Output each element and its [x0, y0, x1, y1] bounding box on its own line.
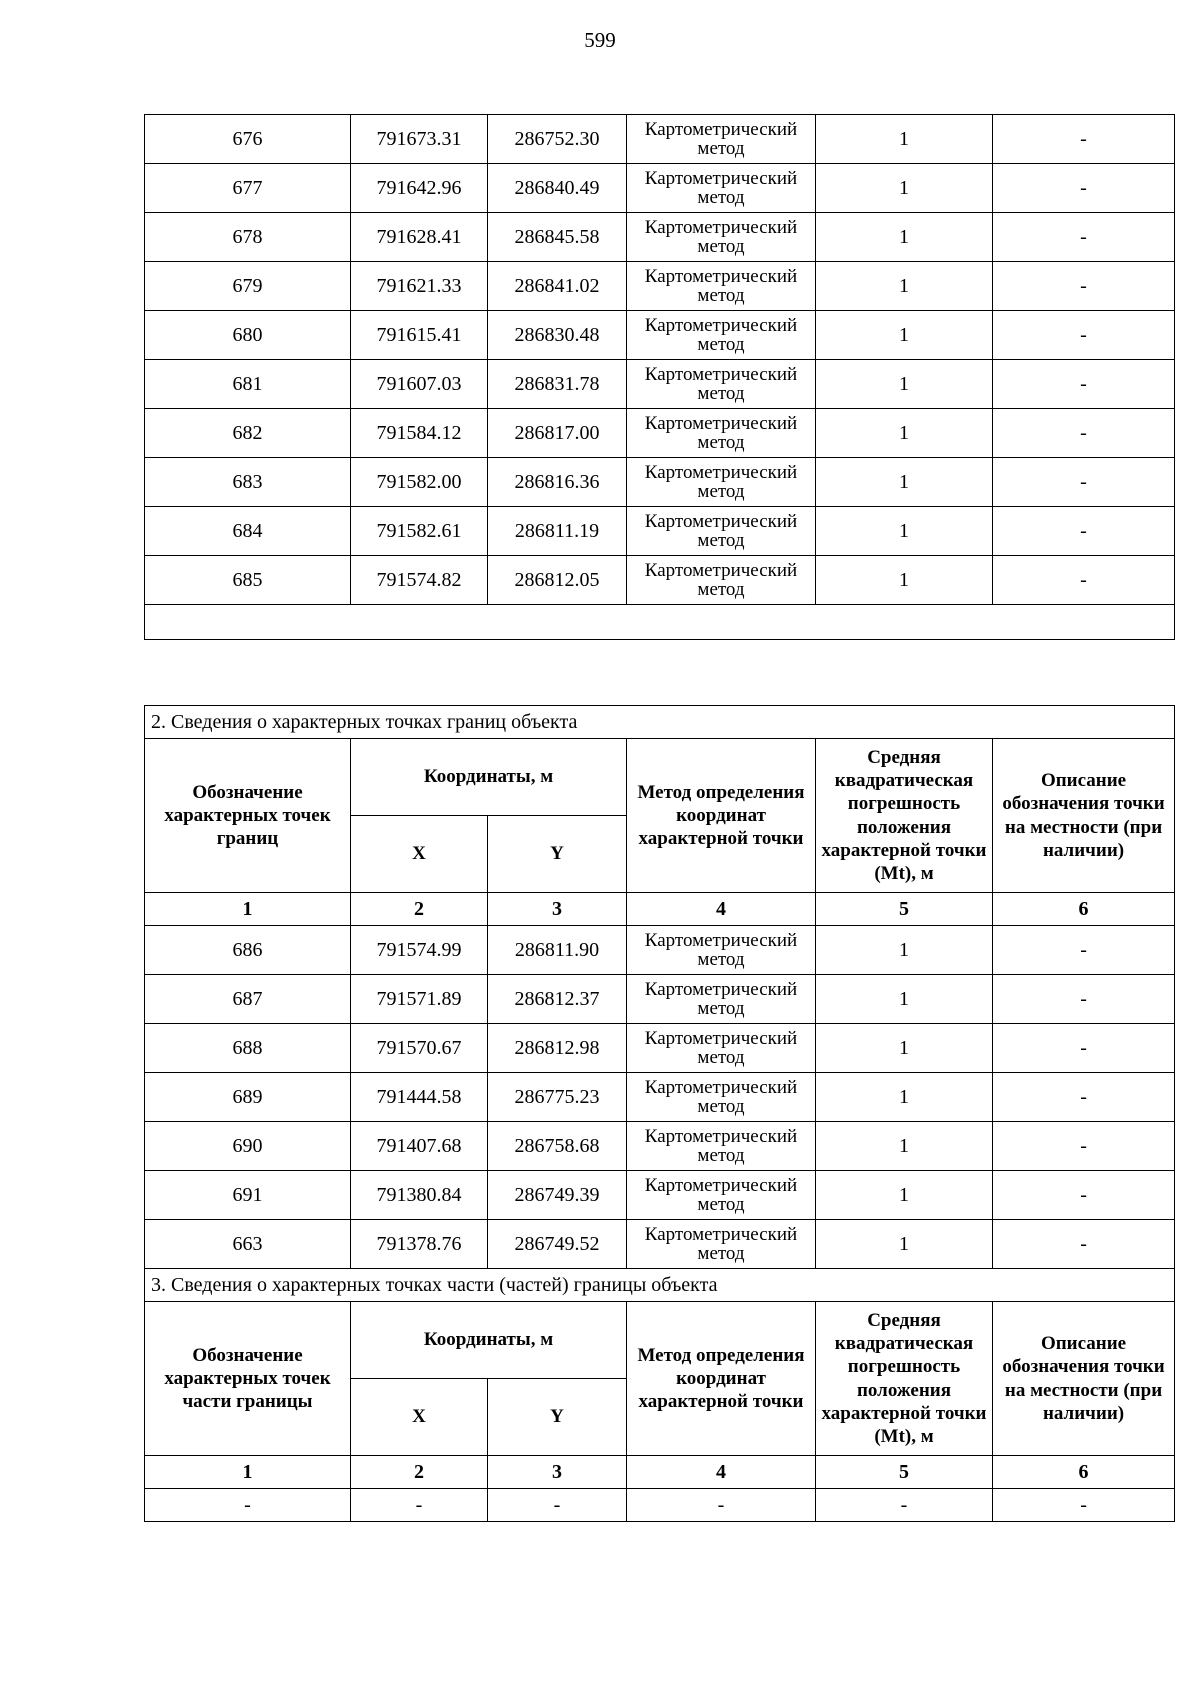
x-coordinate-cell: 791571.89	[351, 975, 488, 1024]
column-number: 2	[351, 1456, 488, 1489]
table-row	[145, 360, 1175, 409]
column-numbers-row	[145, 1456, 1175, 1489]
table-row	[145, 1122, 1175, 1171]
header-x: X	[351, 1379, 488, 1456]
method-cell: Картометрический метод	[627, 213, 816, 262]
table-row	[145, 213, 1175, 262]
description-cell: -	[993, 213, 1175, 262]
method-cell: Картометрический метод	[627, 311, 816, 360]
header-y: Y	[488, 816, 627, 893]
mean-error-cell: 1	[816, 556, 993, 605]
method-cell: Картометрический метод	[627, 1220, 816, 1269]
column-number: 6	[993, 1456, 1175, 1489]
points-table-continued	[144, 114, 1175, 640]
mean-error-cell: 1	[816, 262, 993, 311]
point-cell: 679	[145, 262, 351, 311]
method-cell: Картометрический метод	[627, 360, 816, 409]
point-cell: 676	[145, 115, 351, 164]
description-cell: -	[993, 975, 1175, 1024]
description-cell: -	[993, 1024, 1175, 1073]
description-cell: -	[993, 1122, 1175, 1171]
description-cell: -	[993, 360, 1175, 409]
mean-error-cell: 1	[816, 409, 993, 458]
point-cell: 688	[145, 1024, 351, 1073]
point-cell: 683	[145, 458, 351, 507]
description-cell: -	[993, 115, 1175, 164]
description-cell: -	[993, 1073, 1175, 1122]
table-row	[145, 262, 1175, 311]
description-cell: -	[993, 262, 1175, 311]
mean-error-cell: 1	[816, 311, 993, 360]
table-row	[145, 1220, 1175, 1269]
x-coordinate-cell: 791621.33	[351, 262, 488, 311]
column-number: 5	[816, 1456, 993, 1489]
mean-error-cell: 1	[816, 507, 993, 556]
y-coordinate-cell: 286811.90	[488, 926, 627, 975]
x-coordinate-cell: 791378.76	[351, 1220, 488, 1269]
table-row	[145, 458, 1175, 507]
method-cell: Картометрический метод	[627, 409, 816, 458]
table-row	[145, 556, 1175, 605]
mean-error-cell: 1	[816, 1024, 993, 1073]
x-coordinate-cell: 791584.12	[351, 409, 488, 458]
x-coordinate-cell: 791615.41	[351, 311, 488, 360]
x-coordinate-cell: 791673.31	[351, 115, 488, 164]
header-method: Метод определения координат характерной точки	[627, 739, 816, 893]
point-cell: 678	[145, 213, 351, 262]
point-cell: 690	[145, 1122, 351, 1171]
section-3-title: 3. Сведения о характерных точках части (частей) границы объекта	[145, 1269, 1175, 1302]
header-point-designation: Обозначение характерных точек границ	[145, 739, 351, 893]
method-cell: Картометрический метод	[627, 1122, 816, 1171]
y-coordinate-cell: 286749.39	[488, 1171, 627, 1220]
header-y: Y	[488, 1379, 627, 1456]
x-coordinate-cell: 791582.61	[351, 507, 488, 556]
column-number: 1	[145, 893, 351, 926]
header-method: Метод определения координат характерной точки	[627, 1302, 816, 1456]
y-coordinate-cell: -	[488, 1489, 627, 1522]
mean-error-cell: 1	[816, 1122, 993, 1171]
y-coordinate-cell: 286749.52	[488, 1220, 627, 1269]
point-cell: -	[145, 1489, 351, 1522]
column-number: 4	[627, 893, 816, 926]
boundary-points-table	[144, 705, 1175, 1522]
y-coordinate-cell: 286812.98	[488, 1024, 627, 1073]
boundary-points-table-body	[145, 706, 1175, 1522]
table-row	[145, 1489, 1175, 1522]
description-cell: -	[993, 1489, 1175, 1522]
x-coordinate-cell: 791628.41	[351, 213, 488, 262]
x-coordinate-cell: 791444.58	[351, 1073, 488, 1122]
point-cell: 677	[145, 164, 351, 213]
mean-error-cell: 1	[816, 926, 993, 975]
column-number: 1	[145, 1456, 351, 1489]
y-coordinate-cell: 286752.30	[488, 115, 627, 164]
x-coordinate-cell: 791574.99	[351, 926, 488, 975]
column-number: 6	[993, 893, 1175, 926]
method-cell: Картометрический метод	[627, 458, 816, 507]
table-row	[145, 164, 1175, 213]
table-row	[145, 115, 1175, 164]
description-cell: -	[993, 164, 1175, 213]
point-cell: 682	[145, 409, 351, 458]
header-coordinates: Координаты, м	[351, 739, 627, 816]
x-coordinate-cell: 791607.03	[351, 360, 488, 409]
mean-error-cell: 1	[816, 1171, 993, 1220]
table-row	[145, 311, 1175, 360]
x-coordinate-cell: 791574.82	[351, 556, 488, 605]
mean-error-cell: 1	[816, 1220, 993, 1269]
description-cell: -	[993, 926, 1175, 975]
x-coordinate-cell: -	[351, 1489, 488, 1522]
header-point-designation: Обозначение характерных точек части границы	[145, 1302, 351, 1456]
point-cell: 684	[145, 507, 351, 556]
description-cell: -	[993, 1220, 1175, 1269]
column-number: 2	[351, 893, 488, 926]
column-numbers-row	[145, 893, 1175, 926]
mean-error-cell: 1	[816, 164, 993, 213]
y-coordinate-cell: 286830.48	[488, 311, 627, 360]
mean-error-cell: 1	[816, 115, 993, 164]
header-coordinates: Координаты, м	[351, 1302, 627, 1379]
header-mean-error: Средняя квадратическая погрешность положения характерной точки (Mt), м	[816, 1302, 993, 1456]
table-row	[145, 1073, 1175, 1122]
section-2-title: 2. Сведения о характерных точках границ объекта	[145, 706, 1175, 739]
empty-row	[145, 605, 1175, 640]
method-cell: Картометрический метод	[627, 926, 816, 975]
y-coordinate-cell: 286817.00	[488, 409, 627, 458]
header-description: Описание обозначения точки на местности (при наличии)	[993, 1302, 1175, 1456]
table-row	[145, 507, 1175, 556]
method-cell: Картометрический метод	[627, 164, 816, 213]
description-cell: -	[993, 556, 1175, 605]
mean-error-cell: -	[816, 1489, 993, 1522]
method-cell: Картометрический метод	[627, 507, 816, 556]
mean-error-cell: 1	[816, 1073, 993, 1122]
table-row	[145, 926, 1175, 975]
table-row	[145, 1024, 1175, 1073]
description-cell: -	[993, 507, 1175, 556]
point-cell: 687	[145, 975, 351, 1024]
x-coordinate-cell: 791570.67	[351, 1024, 488, 1073]
point-cell: 686	[145, 926, 351, 975]
description-cell: -	[993, 311, 1175, 360]
table-row	[145, 1171, 1175, 1220]
y-coordinate-cell: 286841.02	[488, 262, 627, 311]
mean-error-cell: 1	[816, 360, 993, 409]
header-x: X	[351, 816, 488, 893]
mean-error-cell: 1	[816, 213, 993, 262]
y-coordinate-cell: 286831.78	[488, 360, 627, 409]
description-cell: -	[993, 1171, 1175, 1220]
method-cell: Картометрический метод	[627, 975, 816, 1024]
column-number: 5	[816, 893, 993, 926]
y-coordinate-cell: 286775.23	[488, 1073, 627, 1122]
table-row	[145, 975, 1175, 1024]
method-cell: Картометрический метод	[627, 1171, 816, 1220]
table-row	[145, 409, 1175, 458]
header-mean-error: Средняя квадратическая погрешность положения характерной точки (Mt), м	[816, 739, 993, 893]
column-number: 4	[627, 1456, 816, 1489]
y-coordinate-cell: 286811.19	[488, 507, 627, 556]
mean-error-cell: 1	[816, 975, 993, 1024]
point-cell: 691	[145, 1171, 351, 1220]
description-cell: -	[993, 458, 1175, 507]
method-cell: -	[627, 1489, 816, 1522]
column-number: 3	[488, 893, 627, 926]
x-coordinate-cell: 791407.68	[351, 1122, 488, 1171]
point-cell: 663	[145, 1220, 351, 1269]
method-cell: Картометрический метод	[627, 556, 816, 605]
mean-error-cell: 1	[816, 458, 993, 507]
method-cell: Картометрический метод	[627, 1073, 816, 1122]
column-number: 3	[488, 1456, 627, 1489]
points-table-body	[145, 115, 1175, 640]
method-cell: Картометрический метод	[627, 1024, 816, 1073]
x-coordinate-cell: 791380.84	[351, 1171, 488, 1220]
y-coordinate-cell: 286845.58	[488, 213, 627, 262]
method-cell: Картометрический метод	[627, 115, 816, 164]
y-coordinate-cell: 286816.36	[488, 458, 627, 507]
x-coordinate-cell: 791642.96	[351, 164, 488, 213]
y-coordinate-cell: 286812.37	[488, 975, 627, 1024]
page-number: 599	[584, 28, 616, 52]
point-cell: 681	[145, 360, 351, 409]
y-coordinate-cell: 286840.49	[488, 164, 627, 213]
y-coordinate-cell: 286758.68	[488, 1122, 627, 1171]
empty-cell	[145, 605, 1175, 640]
y-coordinate-cell: 286812.05	[488, 556, 627, 605]
point-cell: 685	[145, 556, 351, 605]
header-description: Описание обозначения точки на местности (при наличии)	[993, 739, 1175, 893]
point-cell: 680	[145, 311, 351, 360]
description-cell: -	[993, 409, 1175, 458]
x-coordinate-cell: 791582.00	[351, 458, 488, 507]
method-cell: Картометрический метод	[627, 262, 816, 311]
point-cell: 689	[145, 1073, 351, 1122]
